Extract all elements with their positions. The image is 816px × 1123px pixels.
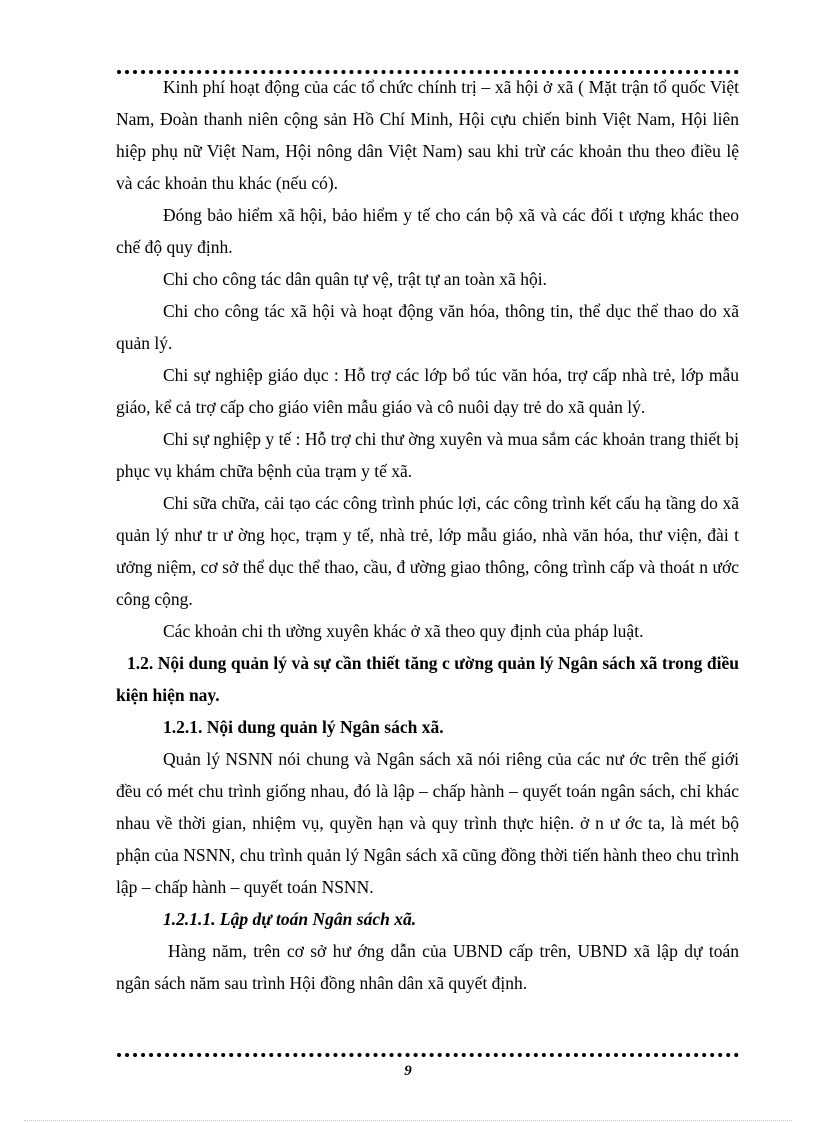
paragraph-budget-cycle: Quản lý NSNN nói chung và Ngân sách xã nói riêng của các nư ớc trên thế giới đều có mét chu trình giống nhau, đó là lập – chấp hành – quyết toán ngân sách, chỉ khác nhau về thời gian, nhiệm vụ, quyền hạn và quy trình thực hiện. ở n ư ớc ta, là mét bộ phận của NSNN, chu trình quản lý Ngân sách xã cũng đồng thời tiến hành theo chu trình lập – chấp hành – quyết toán NSNN.: [116, 749, 739, 897]
paragraph-culture-sports: Chi cho công tác xã hội và hoạt động văn hóa, thông tin, thể dục thể thao do xã quản lý.: [116, 301, 739, 353]
paragraph-other-expenses: Các khoản chi th ường xuyên khác ở xã theo quy định của pháp luật.: [163, 621, 644, 641]
paragraph-insurance: Đóng bảo hiểm xã hội, bảo hiểm y tế cho cán bộ xã và các đối t ượng khác theo chế độ quy định.: [116, 205, 739, 257]
page-body: [116, 71, 739, 999]
paragraph-annual-estimate: Hàng năm, trên cơ sở hư ớng dẫn của UBND cấp trên, UBND xã lập dự toán ngân sách năm sau trình Hội đồng nhân dân xã quyết định.: [116, 941, 739, 993]
bottom-dotted-rule: [117, 1053, 739, 1057]
section-heading-1-2: [116, 647, 739, 711]
paragraph-repairs: Chi sữa chữa, cải tạo các công trình phúc lợi, các công trình kết cấu hạ tầng do xã quản lý như tr ư ờng học, trạm y tế, nhà trẻ, lớp mẫu giáo, nhà văn hóa, thư viện, đài t ưởng niệm, cơ sở thể dục thể thao, cầu, đ ường giao thông, công trình cấp và thoát n ước công cộng.: [116, 493, 739, 609]
paragraph-militia: Chi cho công tác dân quân tự vệ, trật tự an toàn xã hội.: [163, 269, 547, 289]
paragraph-political-organizations: Kinh phí hoạt động của các tổ chức chính trị – xã hội ở xã ( Mặt trận tổ quốc Việt Nam, Đoàn thanh niên cộng sản Hồ Chí Minh, Hội cựu chiến binh Việt Nam, Hội liên hiệp phụ nữ Việt Nam, Hội nông dân Việt Nam) sau khi trừ các khoản thu theo điều lệ và các khoản thu khác (nếu có).: [116, 77, 739, 193]
section-heading-1-2-1-1: 1.2.1.1. Lập dự toán Ngân sách xã.: [163, 909, 417, 929]
page-edge-line: [24, 1120, 792, 1121]
page-number: 9: [404, 1063, 412, 1079]
paragraph-health: Chi sự nghiệp y tế : Hỗ trợ chi thư ờng xuyên và mua sắm các khoản trang thiết bị phục vụ khám chữa bệnh của trạm y tế xã.: [116, 429, 739, 481]
section-heading-1-2-1: 1.2.1. Nội dung quản lý Ngân sách xã.: [163, 717, 444, 737]
paragraph-education: Chi sự nghiệp giáo dục : Hỗ trợ các lớp bổ túc văn hóa, trợ cấp nhà trẻ, lớp mẫu giáo, kể cả trợ cấp cho giáo viên mẫu giáo và cô nuôi dạy trẻ do xã quản lý.: [116, 365, 739, 417]
section-heading-1-2-text: 1.2. Nội dung quản lý và sự cần thiết tăng c ường quản lý Ngân sách xã trong điều kiện hiện nay.: [116, 653, 739, 705]
